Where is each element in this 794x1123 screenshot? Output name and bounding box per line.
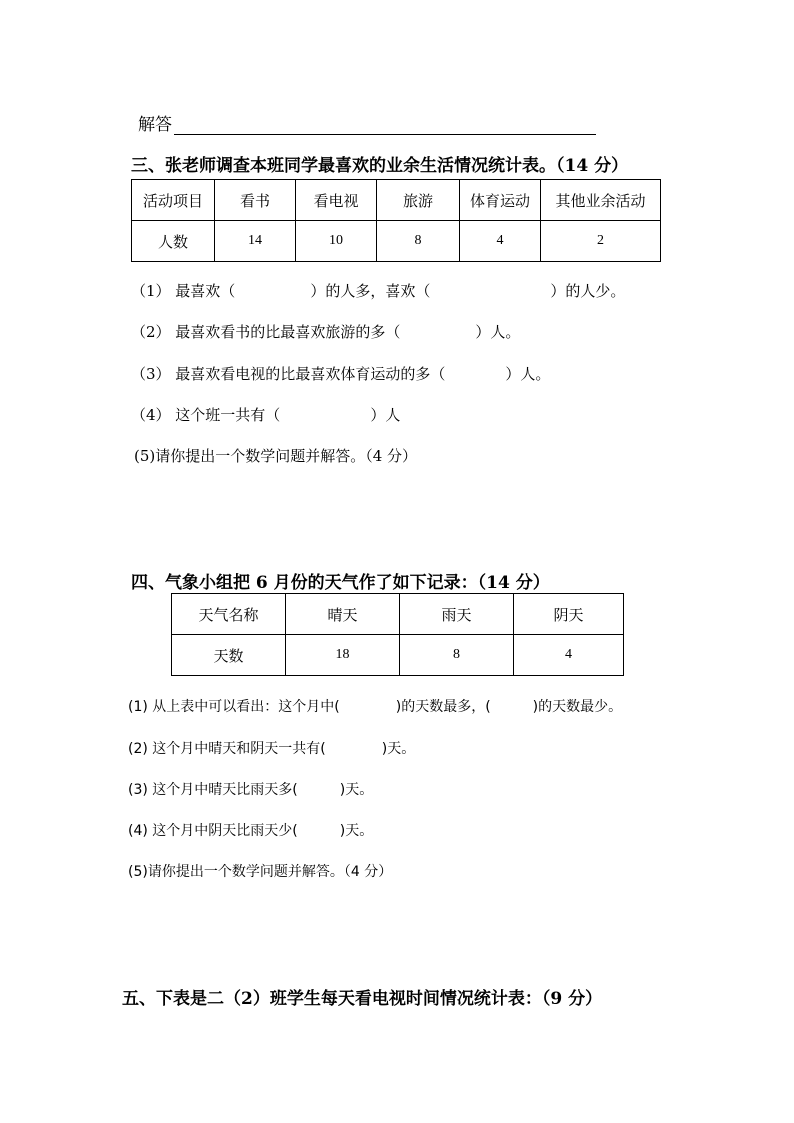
- question-3-1: （1） 最喜欢（ ）的人多，喜欢（ ）的人少。: [131, 282, 626, 300]
- table-cell: 4: [460, 221, 541, 262]
- table-row: [172, 635, 624, 676]
- answer-label: 解答: [138, 115, 172, 135]
- table-header-cell: 体育运动: [460, 180, 541, 221]
- question-4-5: (5)请你提出一个数学问题并解答。（4 分）: [128, 864, 393, 880]
- answer-line-label: [138, 110, 596, 135]
- question-4-4: (4) 这个月中阴天比雨天少( )天。: [128, 823, 374, 839]
- table-cell: 天数: [172, 635, 286, 676]
- table-cell: 人数: [132, 221, 215, 262]
- table-cell: 2: [541, 221, 661, 262]
- table-cell: 4: [514, 635, 624, 676]
- section3-heading: 三、张老师调查本班同学最喜欢的业余生活情况统计表。（14 分）: [131, 156, 629, 176]
- question-3-4: （4） 这个班一共有（ ）人: [131, 406, 401, 424]
- table-header-cell: 旅游: [377, 180, 460, 221]
- question-4-3: (3) 这个月中晴天比雨天多( )天。: [128, 782, 374, 798]
- table-cell: 8: [400, 635, 514, 676]
- question-3-3: （3） 最喜欢看电视的比最喜欢体育运动的多（ ）人。: [131, 365, 551, 383]
- table-cell: 8: [377, 221, 460, 262]
- table-cell: 18: [286, 635, 400, 676]
- table-header-row: [132, 180, 661, 221]
- table-header-cell: 雨天: [400, 594, 514, 635]
- table-header-cell: 晴天: [286, 594, 400, 635]
- table-header-cell: 天气名称: [172, 594, 286, 635]
- table-cell: 14: [215, 221, 296, 262]
- table-header-cell: 活动项目: [132, 180, 215, 221]
- answer-blank-line[interactable]: [174, 116, 596, 135]
- weather-table: [171, 593, 624, 676]
- table-header-cell: 其他业余活动: [541, 180, 661, 221]
- table-header-row: [172, 594, 624, 635]
- table-header-cell: 阴天: [514, 594, 624, 635]
- section4-heading: 四、气象小组把 6 月份的天气作了如下记录：（14 分）: [131, 573, 550, 593]
- table-header-cell: 看电视: [296, 180, 377, 221]
- question-3-5: (5)请你提出一个数学问题并解答。（4 分）: [134, 447, 418, 465]
- section5-heading: 五、下表是二（2）班学生每天看电视时间情况统计表：（9 分）: [122, 989, 603, 1009]
- table-cell: 10: [296, 221, 377, 262]
- activity-table: [131, 179, 661, 262]
- question-4-1: (1) 从上表中可以看出：这个月中( )的天数最多，( )的天数最少。: [128, 699, 623, 715]
- question-4-2: (2) 这个月中晴天和阴天一共有( )天。: [128, 741, 416, 757]
- table-row: [132, 221, 661, 262]
- question-3-2: （2） 最喜欢看书的比最喜欢旅游的多（ ）人。: [131, 323, 521, 341]
- table-header-cell: 看书: [215, 180, 296, 221]
